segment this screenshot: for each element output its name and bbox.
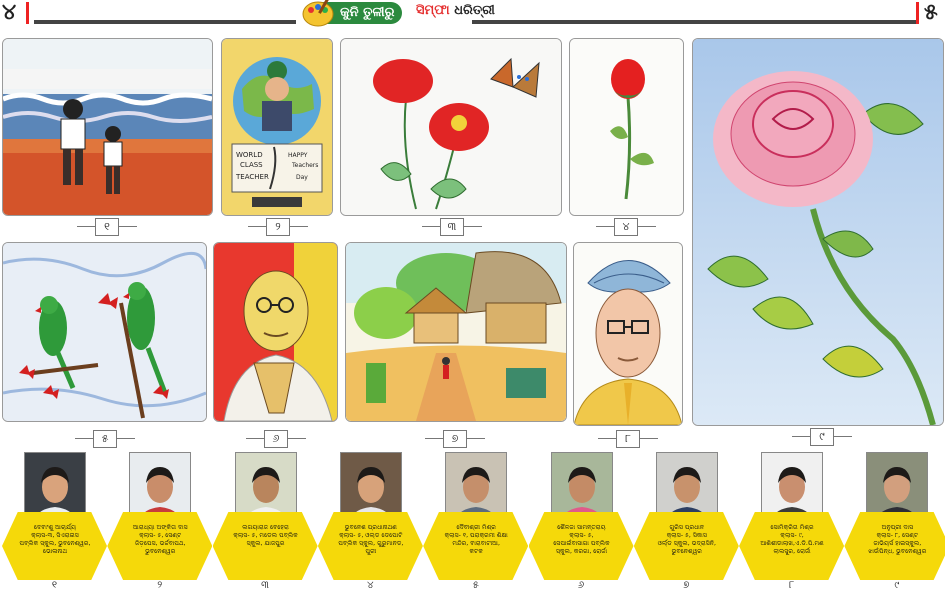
artwork-number-8: ୮	[616, 430, 640, 448]
artwork-6-drawing	[214, 243, 337, 421]
artist-line-2: କ୍ଲାସ- ୫,	[569, 532, 594, 539]
artist-details	[332, 524, 410, 556]
artist-line-3: ସ୍କୁଲ, ଯାଜପୁର	[246, 540, 285, 547]
artist-line-3: ଆଶିଶୀଡାଲାଖ,ଏ.ଡି.ପି.ମଣ	[760, 540, 824, 547]
artist-name: ଦେବାଂଶୁ ଆଚାର୍ଯ୍ୟ	[33, 524, 77, 531]
page-number-right: ୫	[924, 0, 938, 25]
artist-details	[437, 524, 515, 556]
artist-card-6	[529, 452, 634, 592]
artist-name: ଦୈବୀଶ୍ରୀ ମିଶ୍ର	[456, 524, 496, 531]
artist-card-3	[213, 452, 318, 592]
artist-line-2: କ୍ଲାସ- ୯,	[780, 532, 804, 539]
artist-number: ୫	[472, 580, 479, 591]
header-rule-right	[472, 20, 916, 24]
artist-line-4: ଭୋଳାନାଥ	[42, 548, 68, 555]
artist-number: ୭	[683, 580, 690, 591]
artwork-7-drawing	[346, 243, 566, 421]
artist-line-3: ମନ୍ଦିର, ବାରାବାଟୀଆ,	[452, 540, 501, 547]
artwork-1-drawing	[3, 39, 212, 215]
artist-line-2: କ୍ଲାସ- ୫, ଓଲ୍ଡ ଡେପୋଟି	[339, 532, 403, 539]
artist-line-4: ଝାଉଁପିନ୍ଧ, ଭୁବନେଶ୍ୱର	[868, 548, 927, 555]
artist-name: ଶୈଳଜା ସାମନ୍ତରାୟ	[557, 524, 606, 531]
brand-black: ଧରିତ୍ରୀ	[454, 3, 495, 18]
artwork-number-4: ୪	[614, 218, 638, 236]
artist-line-3: ପବ୍ଲିକ ସ୍କୁଲ, ଭୁବନେଶ୍ୱର,	[19, 540, 91, 547]
artwork-number-1: ୧	[95, 218, 119, 236]
brand-red: ସିମ୍ଫା	[416, 3, 450, 18]
artist-number: ୪	[367, 580, 374, 591]
artist-number: ୧	[51, 580, 58, 591]
artist-line-3: ଓର୍ଲ୍ଡ ସ୍କୁଲ, ଭଦ୍ରାସିନି,	[657, 540, 717, 547]
artist-line-3: ପବ୍ଲିକ ସ୍କୁଲ, ଗୁରୁମାନଡ,	[338, 540, 404, 547]
artwork-6	[213, 242, 338, 422]
artwork-2-caption-2: CLASS	[240, 161, 263, 169]
artist-name: ଗୁରିସ ପ୍ରଧାନ	[669, 524, 705, 531]
section-title: କୁନି ତୁଳୀରୁ	[340, 5, 395, 20]
artwork-8-drawing	[574, 243, 682, 425]
artwork-number-7: ୭	[443, 430, 467, 448]
artist-details	[753, 524, 831, 556]
artist-name: ସୋମିକ୍ରିତା ମିଶ୍ର	[770, 524, 814, 531]
section-badge	[306, 2, 402, 24]
artist-line-4: ପୁରୀ	[365, 548, 377, 555]
artwork-7	[345, 242, 567, 422]
artist-line-3: ଜିଡ଼ପେସ, ଭର୍ଚ୍ଚବାପଥ,	[135, 540, 186, 547]
artwork-9-drawing	[693, 39, 943, 425]
header-rule-left	[34, 20, 296, 24]
artist-number: ୨	[157, 580, 163, 591]
artwork-1	[2, 38, 213, 216]
artist-line-3: ଜାଭିୟର୍ସ ହାଇସ୍କୁଲ,	[873, 540, 922, 547]
artist-line-2: କ୍ଲାସ- ୫, ମଡେଲ ପବ୍ଲିକ	[233, 532, 298, 539]
artwork-2-drawing	[222, 39, 332, 215]
artist-card-1	[2, 452, 107, 592]
artwork-2-caption-6: Day	[296, 174, 308, 181]
artist-card-8	[739, 452, 844, 592]
red-tick-right	[916, 2, 919, 24]
artwork-2	[221, 38, 333, 216]
artist-details	[121, 524, 199, 556]
page-header	[0, 0, 945, 28]
artwork-2-caption-5: Teachers	[292, 162, 319, 169]
artist-name: ଲଗୟାରାଜ ବେହେରା	[242, 524, 289, 531]
artist-details	[648, 524, 726, 556]
artwork-2-caption-4: HAPPY	[288, 152, 308, 159]
artist-details	[16, 524, 94, 556]
artist-line-2: କ୍ଲାସ- ୫, ସିକାସ	[666, 532, 707, 539]
artist-line-4: ଭୁବନେଶ୍ୱର	[671, 548, 702, 555]
artist-line-4: ସ୍କୁଲ, କରଗା, ରୋର୍ଜା	[556, 548, 607, 555]
red-tick-left	[26, 2, 29, 24]
artist-name: ଆରାଧ୍ୟା ଅଙ୍କିତା ଦାସ	[132, 524, 188, 531]
artwork-4	[569, 38, 684, 216]
artwork-9	[692, 38, 944, 426]
artist-line-2: କ୍ଲାସ- ୮, ସେଣ୍ଟ	[876, 532, 919, 539]
artist-number: ୮	[788, 580, 795, 591]
artist-details	[858, 524, 936, 556]
artist-line-2: କ୍ଲାସ- ୫, ସେଣ୍ଟ	[139, 532, 182, 539]
artwork-5	[2, 242, 207, 422]
artist-number: ୩	[261, 580, 270, 591]
artist-name: ଅନୁପ୍ରୀ ଦାସ	[881, 524, 914, 531]
artist-number: ୬	[577, 580, 585, 591]
artist-card-4	[318, 452, 423, 592]
palette-icon	[300, 0, 336, 30]
artwork-number-5: ୫	[93, 430, 117, 448]
artwork-8	[573, 242, 683, 426]
artwork-number-9: ୯	[810, 428, 834, 446]
artist-details	[227, 524, 305, 548]
artwork-5-drawing	[3, 243, 206, 421]
artist-line-2: କ୍ଲାସ- ୧, ପରାକ୍ରମୀ ଶିକ୍ଷା	[444, 532, 508, 539]
artist-card-2	[107, 452, 212, 592]
artwork-3-drawing	[341, 39, 561, 215]
artist-line-2: କ୍ଲାସ-୩, ସିଏରାଇସ	[31, 532, 79, 539]
artwork-number-2: ୨	[266, 218, 290, 236]
brand-logo	[416, 3, 495, 18]
artwork-number-3: ୩	[440, 218, 464, 236]
artist-details	[543, 524, 621, 556]
artwork-2-caption-1: WORLD	[236, 151, 263, 159]
artwork-number-6: ୬	[264, 430, 288, 448]
artist-line-4: ଲାଲସୁର, ରୋର୍ଜା	[773, 548, 811, 555]
artist-card-9	[844, 452, 945, 592]
artist-line-4: କଟକ	[469, 548, 483, 555]
artist-name: ଭୁବନେଶ ପ୍ରଧାନାଥଣ	[344, 524, 397, 531]
artwork-3	[340, 38, 562, 216]
artist-number: ୯	[894, 580, 900, 591]
artist-line-4: ଭୁବନେଶ୍ୱର	[145, 548, 176, 555]
page-number-left: ୪	[2, 0, 17, 25]
artist-card-5	[423, 452, 528, 592]
artwork-2-caption-3: TEACHER	[236, 173, 269, 181]
artwork-4-drawing	[570, 39, 683, 215]
artist-line-3: ସେପାଇଁବାସାଗା ପବ୍ଲିକ	[553, 540, 610, 547]
artist-card-7	[634, 452, 739, 592]
